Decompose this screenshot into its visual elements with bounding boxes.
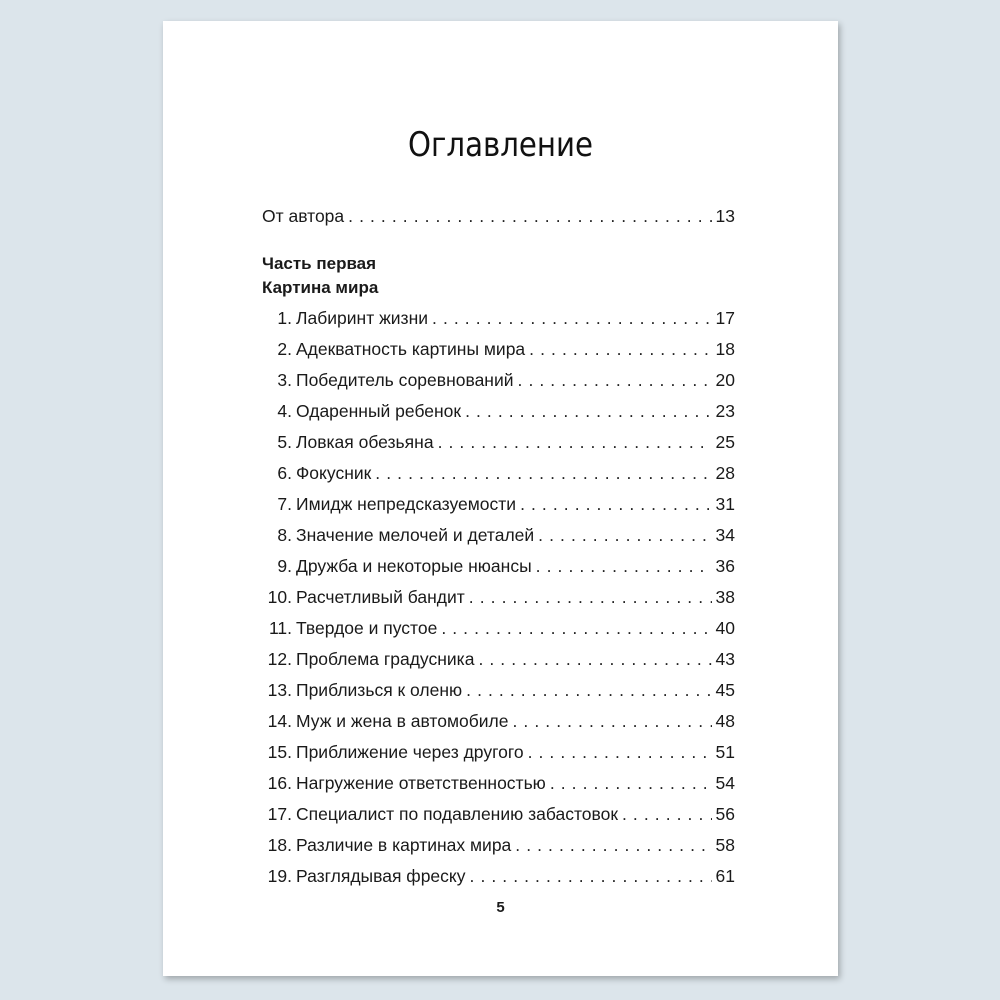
- toc-entry: [262, 830, 735, 861]
- toc-entry-page: 13: [715, 206, 735, 226]
- toc-entry-page: 43: [715, 649, 735, 669]
- toc-entry-text: Одаренный ребенок: [296, 401, 462, 421]
- toc-entry-page: 51: [715, 742, 735, 762]
- toc-entry-number: 2.: [277, 339, 292, 359]
- toc-entry-number: 8.: [277, 525, 292, 545]
- dot-leader: [438, 427, 712, 458]
- toc-entry: [262, 489, 735, 520]
- dot-leader: [348, 201, 711, 232]
- toc-entry-page: 38: [715, 587, 735, 607]
- toc-entry-text: Дружба и некоторые нюансы: [296, 556, 532, 576]
- part-label: Часть первая: [262, 254, 377, 273]
- toc-entries: [262, 303, 735, 892]
- dot-leader: [550, 768, 712, 799]
- toc-entry-text: Победитель соревнований: [296, 370, 514, 390]
- toc-entry-number: 7.: [277, 494, 292, 514]
- toc-entry-page: 54: [715, 773, 735, 793]
- dot-leader: [536, 551, 712, 582]
- toc-entry-text: Лабиринт жизни: [296, 308, 429, 328]
- toc-entry-number: 15.: [267, 742, 292, 762]
- dot-leader: [513, 706, 712, 737]
- toc-entry: [262, 737, 735, 768]
- toc-entry-text: Муж и жена в автомобиле: [296, 711, 509, 731]
- toc-entry-number: 9.: [277, 556, 292, 576]
- toc-entry-number: 11.: [268, 618, 292, 638]
- dot-leader: [465, 396, 711, 427]
- dot-leader: [538, 520, 711, 551]
- toc-entry: [262, 458, 735, 489]
- toc-entry-page: 18: [715, 339, 735, 359]
- toc-entry: [262, 396, 735, 427]
- toc-entry-number: 10.: [267, 587, 292, 607]
- toc-entry-text: Ловкая обезьяна: [296, 432, 434, 452]
- part-heading: [262, 252, 735, 300]
- page-number: 5: [496, 899, 505, 916]
- toc-entry: [262, 427, 735, 458]
- dot-leader: [466, 675, 711, 706]
- toc-entry: [262, 675, 735, 706]
- toc-entry-page: 58: [715, 835, 735, 855]
- toc-entry-number: 18.: [267, 835, 292, 855]
- book-page: [163, 21, 838, 976]
- dot-leader: [432, 303, 712, 334]
- dot-leader: [441, 613, 711, 644]
- toc-entry-page: 48: [715, 711, 735, 731]
- dot-leader: [478, 644, 711, 675]
- toc-entry-text: Приблизься к оленю: [296, 680, 463, 700]
- toc-entry-page: 45: [715, 680, 735, 700]
- toc-entry-number: 14.: [267, 711, 292, 731]
- toc-entry-number: 19.: [267, 866, 292, 886]
- table-of-contents: [262, 201, 735, 892]
- toc-entry-page: 56: [715, 804, 735, 824]
- dot-leader: [520, 489, 711, 520]
- dot-leader: [529, 334, 711, 365]
- dot-leader: [469, 582, 712, 613]
- page-title: Оглавление: [407, 125, 594, 165]
- toc-entry: [262, 706, 735, 737]
- toc-entry-page: 36: [715, 556, 735, 576]
- toc-entry-preface: [262, 201, 735, 232]
- toc-entry: [262, 551, 735, 582]
- toc-entry-page: 20: [715, 370, 735, 390]
- toc-entry-number: 6.: [277, 463, 292, 483]
- toc-entry-text: Фокусник: [296, 463, 372, 483]
- toc-entry: [262, 582, 735, 613]
- toc-entry-text: Различие в картинах мира: [296, 835, 512, 855]
- dot-leader: [622, 799, 712, 830]
- toc-entry-page: 31: [715, 494, 735, 514]
- dot-leader: [518, 365, 712, 396]
- toc-entry-text: Адекватность картины мира: [296, 339, 526, 359]
- toc-entry-page: 25: [715, 432, 735, 452]
- toc-entry: [262, 861, 735, 892]
- toc-entry-text: Нагружение ответственностью: [296, 773, 546, 793]
- toc-entry-page: 61: [715, 866, 735, 886]
- dot-leader: [375, 458, 711, 489]
- part-name: Картина мира: [262, 278, 379, 297]
- toc-entry: [262, 520, 735, 551]
- dot-leader: [528, 737, 712, 768]
- toc-entry-text: Расчетливый бандит: [296, 587, 465, 607]
- dot-leader: [470, 861, 712, 892]
- toc-entry: [262, 644, 735, 675]
- toc-entry-number: 5.: [277, 432, 292, 452]
- toc-entry-page: 28: [715, 463, 735, 483]
- toc-entry-page: 23: [715, 401, 735, 421]
- toc-entry: [262, 334, 735, 365]
- toc-entry: [262, 365, 735, 396]
- toc-entry-text: Твердое и пустое: [296, 618, 438, 638]
- toc-entry-text: Имидж непредсказуемости: [296, 494, 517, 514]
- toc-entry-number: 13.: [267, 680, 292, 700]
- toc-entry-number: 1.: [277, 308, 292, 328]
- toc-entry-number: 3.: [277, 370, 292, 390]
- toc-entry-number: 17.: [267, 804, 292, 824]
- toc-entry-page: 34: [715, 525, 735, 545]
- toc-entry: [262, 799, 735, 830]
- toc-entry-text: Проблема градусника: [296, 649, 475, 669]
- toc-entry: [262, 303, 735, 334]
- toc-entry-number: 12.: [267, 649, 292, 669]
- toc-entry-page: 17: [715, 308, 735, 328]
- dot-leader: [515, 830, 711, 861]
- toc-entry-number: 4.: [277, 401, 292, 421]
- toc-entry-text: Приближение через другого: [296, 742, 524, 762]
- toc-entry-page: 40: [715, 618, 735, 638]
- toc-entry-text: Разглядывая фреску: [296, 866, 466, 886]
- toc-entry: [262, 768, 735, 799]
- toc-entry-number: 16.: [267, 773, 292, 793]
- toc-entry-text: Специалист по подавлению забастовок: [296, 804, 618, 824]
- toc-entry-text: От автора: [262, 206, 345, 226]
- toc-entry: [262, 613, 735, 644]
- toc-entry-text: Значение мелочей и деталей: [296, 525, 535, 545]
